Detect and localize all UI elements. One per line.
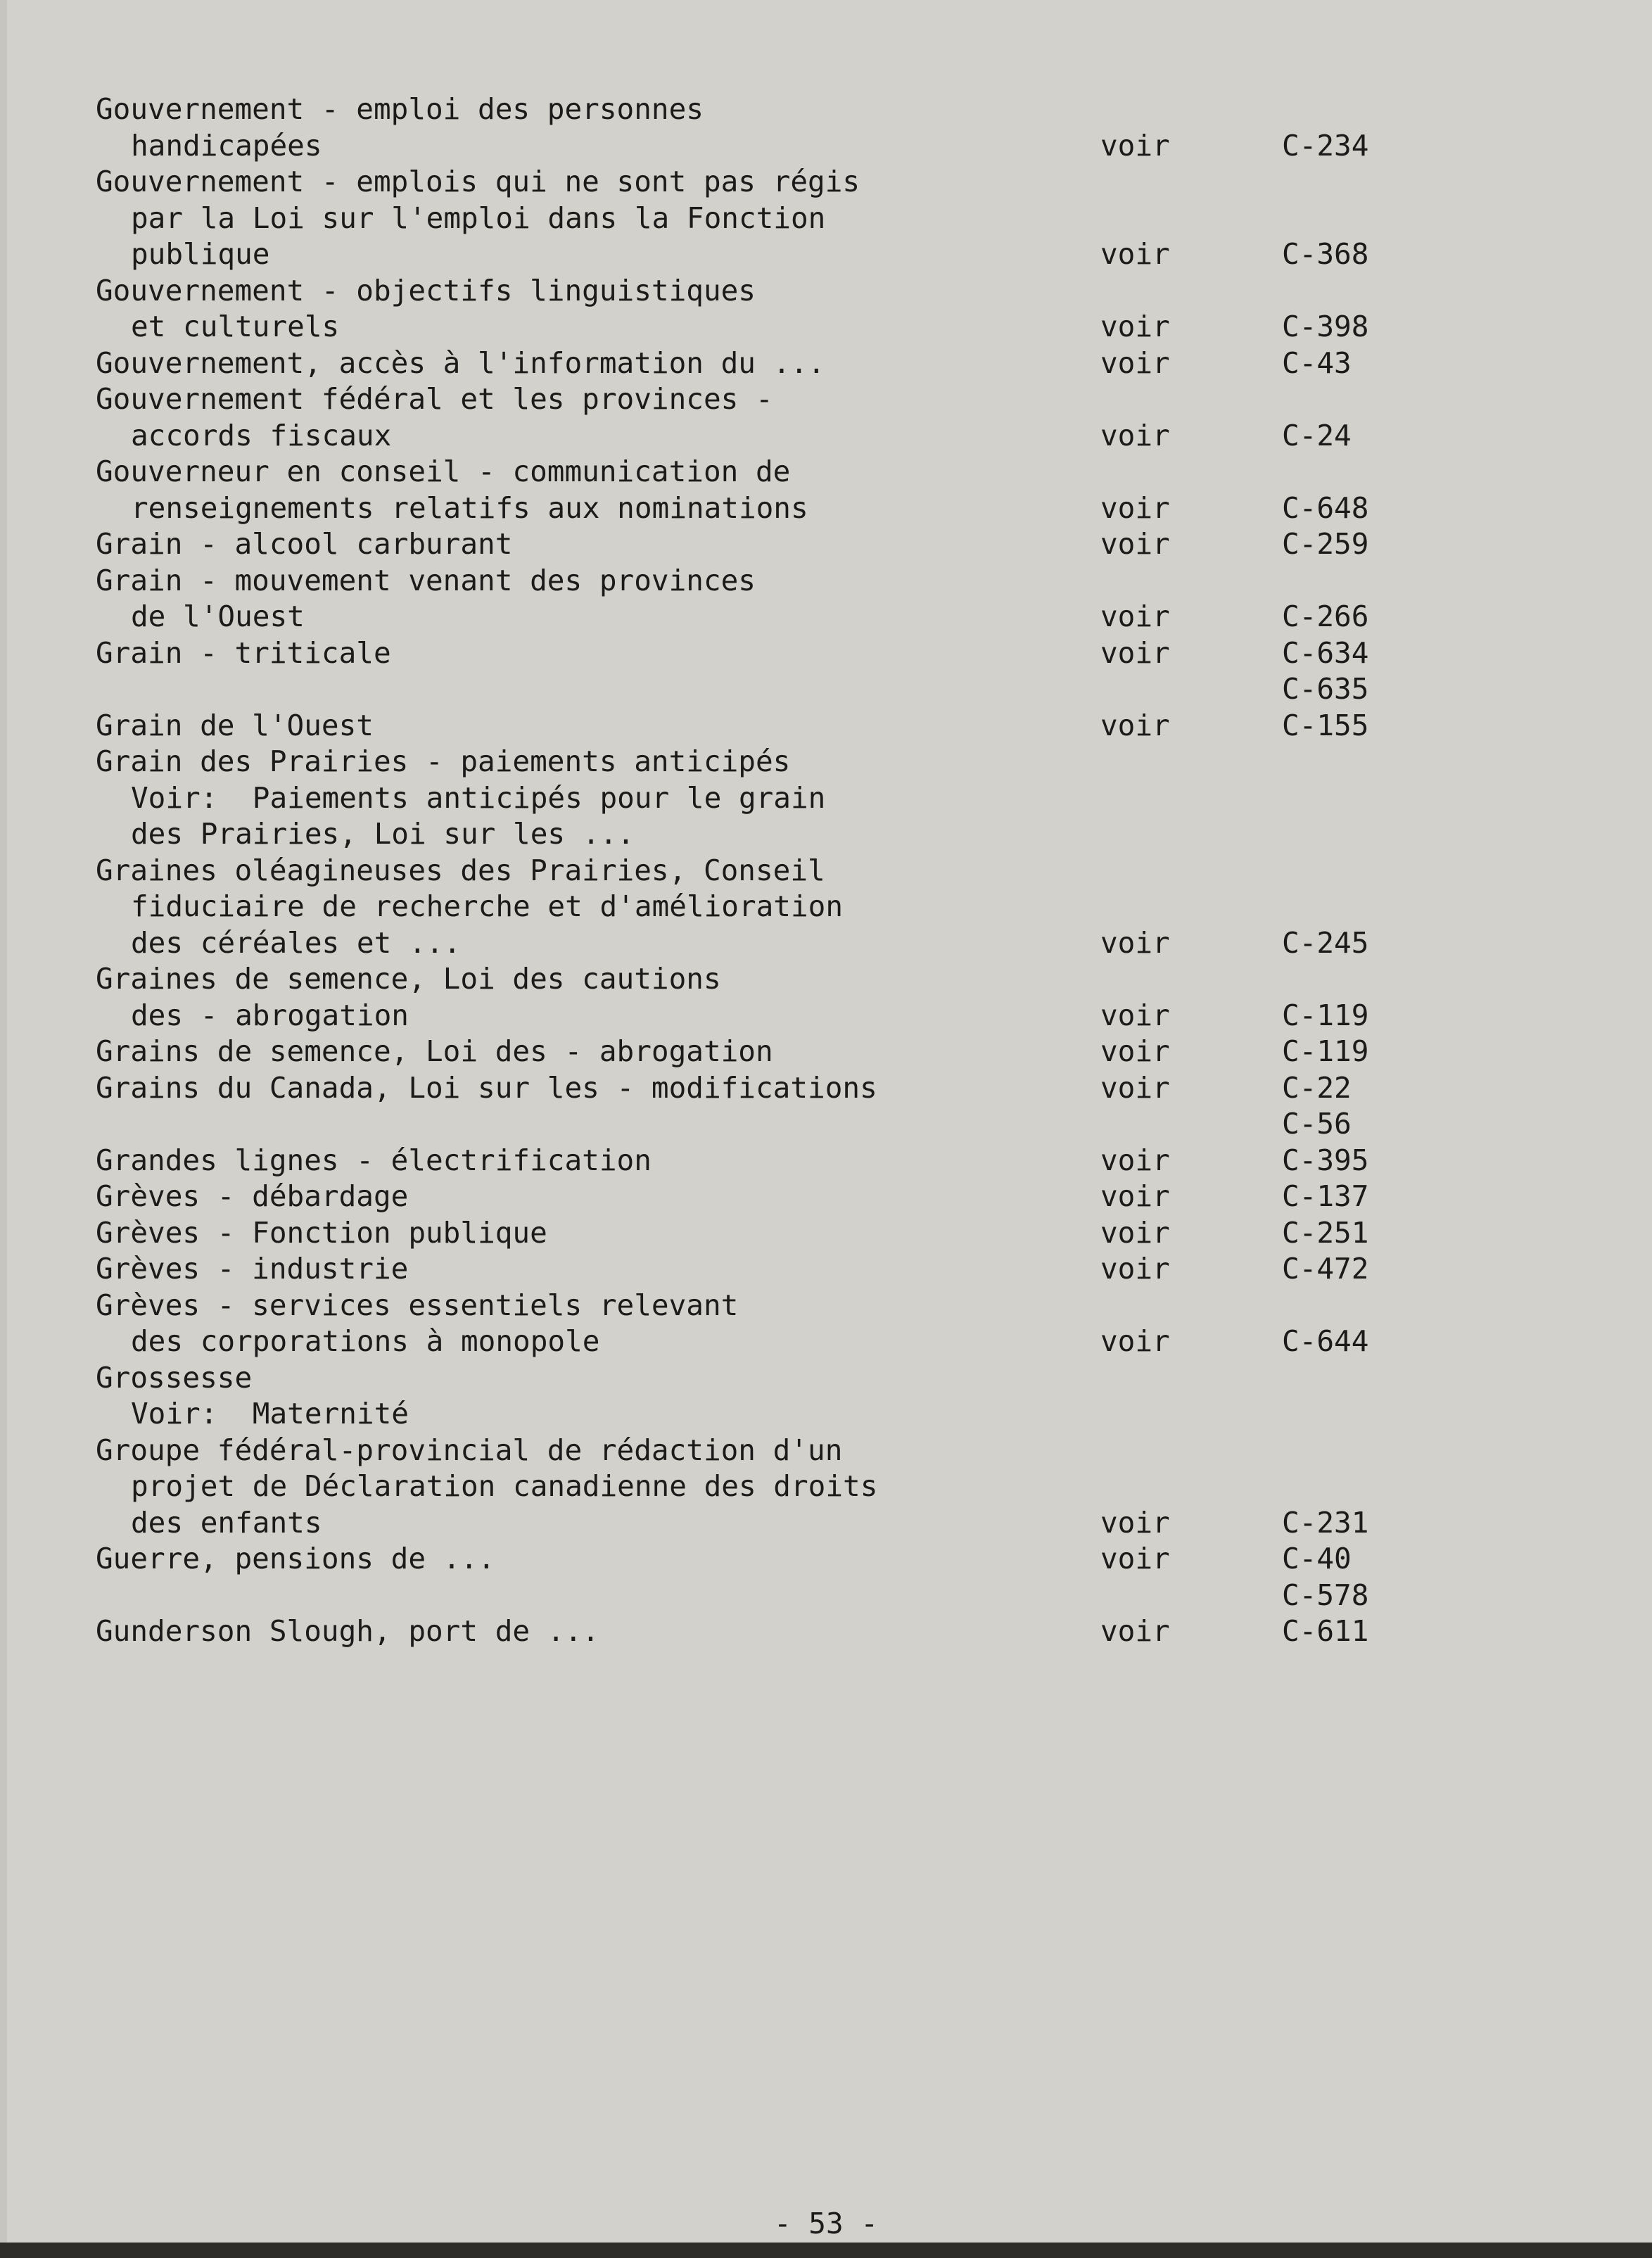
see-label: voir: [1100, 128, 1170, 163]
entry-line: [96, 744, 1432, 780]
entry-continuation: handicapées: [131, 128, 322, 163]
entry-line: [96, 490, 1432, 527]
entry-line: [96, 309, 1432, 345]
see-label: voir: [1100, 1252, 1170, 1286]
entry-heading: Grèves - débardage: [96, 1179, 409, 1213]
bill-reference: C-648: [1282, 490, 1369, 525]
entry-heading: Gouvernement fédéral et les provinces -: [96, 382, 773, 416]
bill-reference: C-119: [1282, 998, 1369, 1032]
index-entry: [96, 345, 1432, 382]
bill-reference: C-245: [1282, 925, 1369, 960]
see-label: voir: [1100, 1324, 1170, 1358]
entry-heading: Guerre, pensions de ...: [96, 1542, 495, 1575]
index-entry: [96, 1143, 1432, 1179]
see-label: voir: [1100, 418, 1170, 452]
entry-line: [96, 1396, 1432, 1433]
bill-reference: C-634: [1282, 635, 1369, 670]
entry-line: [96, 1034, 1432, 1070]
entry-line: [96, 236, 1432, 273]
entry-line: [96, 1143, 1432, 1179]
entry-line: [96, 599, 1432, 635]
bill-reference: C-472: [1282, 1252, 1369, 1286]
entry-heading: Grain des Prairies - paiements anticipés: [96, 744, 791, 778]
entry-line: [96, 635, 1432, 672]
entry-continuation: des enfants: [131, 1505, 322, 1540]
see-label: voir: [1100, 490, 1170, 525]
entry-heading: Gouvernement, accès à l'information du ...: [96, 345, 825, 380]
bill-reference: C-635: [1282, 672, 1369, 706]
bill-reference: C-24: [1282, 418, 1352, 452]
entry-line: [96, 201, 1432, 237]
see-label: voir: [1100, 345, 1170, 380]
entry-continuation: de l'Ouest: [131, 600, 305, 633]
entry-heading: Grèves - industrie: [96, 1252, 409, 1286]
entry-continuation: fiduciaire de recherche et d'amélioration: [131, 889, 844, 923]
index-entry: [96, 635, 1432, 708]
bill-reference: C-231: [1282, 1505, 1369, 1540]
entry-line: [96, 889, 1432, 925]
entry-heading: Grain - triticale: [96, 635, 391, 670]
entry-heading: Gunderson Slough, port de ...: [96, 1614, 599, 1648]
entry-line: [96, 1288, 1432, 1324]
entry-continuation: des Prairies, Loi sur les ...: [131, 817, 635, 851]
entry-line: [96, 164, 1432, 201]
entry-line: [96, 925, 1432, 962]
entry-line: [96, 1324, 1432, 1360]
entry-heading: Grains de semence, Loi des - abrogation: [96, 1034, 773, 1068]
see-label: voir: [1100, 600, 1170, 633]
scan-left-edge: [0, 0, 7, 2258]
entry-line: [96, 1360, 1432, 1397]
entry-heading: Grèves - Fonction publique: [96, 1215, 547, 1250]
see-label: voir: [1100, 1034, 1170, 1068]
bill-reference: C-56: [1282, 1107, 1352, 1141]
index-entry: [96, 273, 1432, 345]
index-entry: [96, 708, 1432, 744]
bill-reference: C-266: [1282, 600, 1369, 633]
bill-reference: C-611: [1282, 1614, 1369, 1648]
entry-heading: Grandes lignes - électrification: [96, 1143, 652, 1177]
bill-reference: C-155: [1282, 708, 1369, 742]
see-label: voir: [1100, 527, 1170, 561]
entry-line: [96, 1215, 1432, 1252]
index-entry: [96, 1433, 1432, 1542]
entry-line: [96, 418, 1432, 455]
index-entry: [96, 853, 1432, 962]
entry-continuation: des corporations à monopole: [131, 1324, 600, 1358]
entry-line: [96, 91, 1432, 128]
see-label: voir: [1100, 925, 1170, 960]
scan-bottom-edge: [0, 2243, 1652, 2258]
index-entry: [96, 1613, 1432, 1650]
index-entry: [96, 1179, 1432, 1215]
index-entry: [96, 1251, 1432, 1288]
see-label: voir: [1100, 237, 1170, 271]
entry-line: [96, 853, 1432, 889]
entry-line: [96, 961, 1432, 998]
index-entry: [96, 1288, 1432, 1360]
entry-line: [96, 1469, 1432, 1505]
index-entry: [96, 961, 1432, 1034]
see-label: voir: [1100, 1070, 1170, 1105]
entry-heading: Grèves - services essentiels relevant: [96, 1288, 739, 1322]
entry-line: [96, 1070, 1432, 1107]
see-label: voir: [1100, 998, 1170, 1032]
entry-line: [96, 1505, 1432, 1542]
entry-extra-reference-line: [96, 1106, 1432, 1143]
see-label: voir: [1100, 1179, 1170, 1213]
entry-line: [96, 454, 1432, 490]
index-entry: [96, 1034, 1432, 1070]
bill-reference: C-137: [1282, 1179, 1369, 1213]
see-label: voir: [1100, 1614, 1170, 1648]
entry-heading: Grain de l'Ouest: [96, 708, 374, 742]
index-entry: [96, 91, 1432, 164]
index-entry: [96, 381, 1432, 454]
bill-reference: C-259: [1282, 527, 1369, 561]
see-label: voir: [1100, 708, 1170, 742]
index-entry: [96, 526, 1432, 563]
entry-heading: Graines de semence, Loi des cautions: [96, 962, 721, 996]
entry-line: [96, 1433, 1432, 1469]
see-label: voir: [1100, 1542, 1170, 1575]
page-number: - 53 -: [773, 2207, 879, 2240]
index-list: [96, 91, 1432, 1650]
bill-reference: C-119: [1282, 1034, 1369, 1068]
entry-extra-reference-line: [96, 671, 1432, 708]
index-entry: [96, 1215, 1432, 1252]
entry-heading: Grains du Canada, Loi sur les - modifications: [96, 1070, 877, 1105]
index-entry: [96, 164, 1432, 273]
bill-reference: C-395: [1282, 1143, 1369, 1177]
index-entry: [96, 1541, 1432, 1613]
entry-heading: Gouvernement - emplois qui ne sont pas régis: [96, 165, 860, 198]
bill-reference: C-234: [1282, 128, 1369, 163]
index-entry: [96, 563, 1432, 635]
index-entry: [96, 744, 1432, 853]
bill-reference: C-22: [1282, 1070, 1352, 1105]
entry-line: [96, 273, 1432, 310]
entry-heading: Grain - alcool carburant: [96, 527, 513, 561]
bill-reference: C-398: [1282, 310, 1369, 343]
entry-heading: Gouvernement - objectifs linguistiques: [96, 273, 756, 307]
bill-reference: C-644: [1282, 1324, 1369, 1358]
entry-line: [96, 381, 1432, 418]
see-label: voir: [1100, 635, 1170, 670]
entry-line: [96, 1179, 1432, 1215]
bill-reference: C-368: [1282, 237, 1369, 271]
entry-continuation: par la Loi sur l'emploi dans la Fonction: [131, 201, 826, 235]
entry-line: [96, 526, 1432, 563]
entry-line: [96, 780, 1432, 817]
entry-line: [96, 1541, 1432, 1578]
index-entry: [96, 454, 1432, 526]
entry-continuation: renseignements relatifs aux nominations: [131, 490, 808, 525]
bill-reference: C-578: [1282, 1578, 1369, 1612]
entry-line: [96, 1613, 1432, 1650]
entry-heading: Gouvernement - emploi des personnes: [96, 92, 704, 126]
entry-line: [96, 563, 1432, 600]
entry-continuation: publique: [131, 237, 270, 271]
entry-heading: Gouverneur en conseil - communication de: [96, 455, 791, 488]
see-label: voir: [1100, 1505, 1170, 1540]
entry-line: [96, 345, 1432, 382]
entry-continuation: des céréales et ...: [131, 925, 461, 960]
entry-continuation: des - abrogation: [131, 998, 409, 1032]
entry-line: [96, 1251, 1432, 1288]
entry-extra-reference-line: [96, 1578, 1432, 1614]
entry-continuation: projet de Déclaration canadienne des droits: [131, 1469, 878, 1503]
entry-heading: Groupe fédéral-provincial de rédaction d'un: [96, 1433, 843, 1467]
entry-heading: Grain - mouvement venant des provinces: [96, 563, 756, 597]
entry-heading: Grossesse: [96, 1360, 253, 1395]
entry-heading: Graines oléagineuses des Prairies, Conseil: [96, 853, 825, 887]
bill-reference: C-251: [1282, 1215, 1369, 1250]
entry-continuation: et culturels: [131, 310, 340, 343]
see-label: voir: [1100, 310, 1170, 343]
entry-line: [96, 708, 1432, 744]
entry-continuation: accords fiscaux: [131, 418, 392, 452]
bill-reference: C-40: [1282, 1542, 1352, 1575]
entry-line: [96, 998, 1432, 1034]
see-label: voir: [1100, 1215, 1170, 1250]
entry-line: [96, 816, 1432, 853]
entry-continuation: Voir: Paiements anticipés pour le grain: [131, 780, 826, 815]
see-label: voir: [1100, 1143, 1170, 1177]
index-entry: [96, 1360, 1432, 1433]
index-entry: [96, 1070, 1432, 1143]
entry-line: [96, 128, 1432, 165]
bill-reference: C-43: [1282, 345, 1352, 380]
entry-continuation: Voir: Maternité: [131, 1397, 409, 1431]
